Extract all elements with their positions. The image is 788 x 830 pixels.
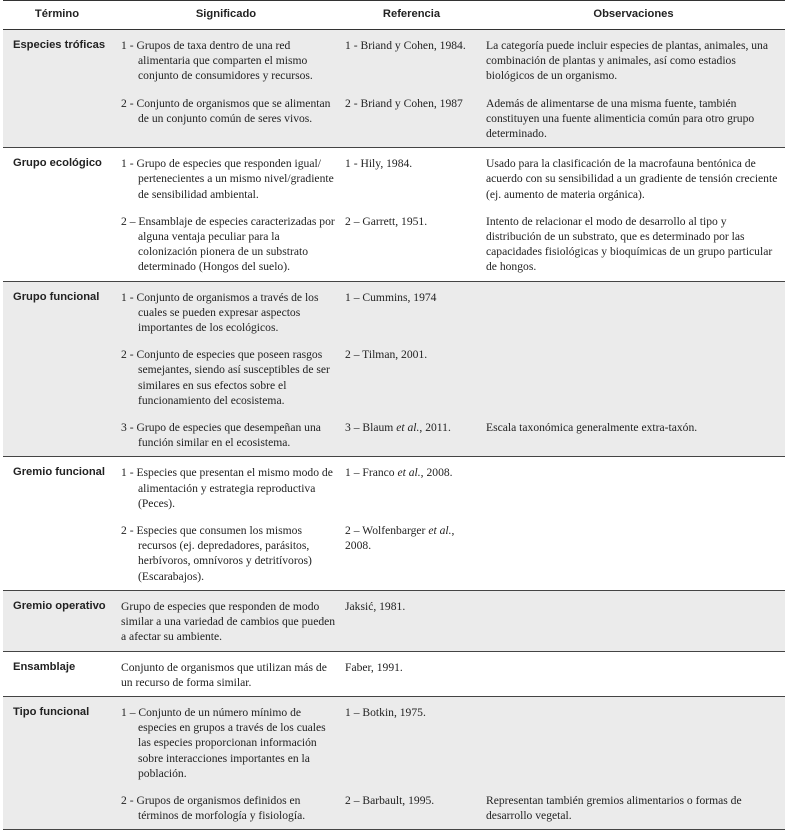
ref-year: , 2008. xyxy=(420,466,453,480)
term-cell: Gremio funcional xyxy=(13,466,105,479)
term-cell xyxy=(3,84,111,148)
group-tipo-funcional xyxy=(3,696,785,829)
referencia-cell xyxy=(341,457,482,511)
term-cell: Especies tróficas xyxy=(3,30,111,84)
table-row xyxy=(3,335,785,408)
header-referencia: Referencia xyxy=(341,1,482,30)
significado-cell: 1 – Conjunto de un número mínimo de especies en grupos a través de los cuales las especies proporcionan información sobre interacciones importantes en la población. xyxy=(121,705,326,780)
referencia-cell: 2 - Briand y Cohen, 1987 xyxy=(341,84,482,148)
referencia-cell: Jaksić, 1981. xyxy=(341,590,482,651)
referencia-cell xyxy=(341,408,482,457)
referencia-cell: 1 - Briand y Cohen, 1984. xyxy=(341,30,482,84)
observaciones-cell: Escala taxonómica generalmente extra-taxón. xyxy=(482,408,785,457)
significado-cell: Conjunto de organismos que utilizan más de un recurso de forma similar. xyxy=(121,660,327,689)
referencia-cell: 1 – Cummins, 1974 xyxy=(341,281,482,335)
table-row xyxy=(3,148,785,202)
referencia-cell xyxy=(341,511,482,590)
term-cell xyxy=(3,335,111,408)
significado-cell: 2 - Conjunto de especies que poseen rasgos semejantes, siendo así susceptibles de ser similares en sus efectos sobre el funcionamiento del ecosistema. xyxy=(121,348,330,407)
table-row xyxy=(3,457,785,511)
ref-et-al: et al. xyxy=(428,524,452,538)
header-significado: Significado xyxy=(111,1,341,30)
significado-cell: Grupo de especies que responden de modo similar a una variedad de cambios que pueden a afectar su ambiente. xyxy=(121,599,336,644)
observaciones-cell xyxy=(482,511,785,590)
group-grupo-funcional xyxy=(3,281,785,457)
table-row xyxy=(3,590,785,651)
observaciones-cell xyxy=(482,651,785,696)
term-cell xyxy=(3,408,111,457)
significado-cell: 2 - Grupos de organismos definidos en términos de morfología y fisiología. xyxy=(121,793,306,823)
ref-author: 1 – Franco xyxy=(345,466,398,480)
header-termino: Término xyxy=(3,1,111,30)
significado-cell: 2 - Conjunto de organismos que se alimentan de un conjunto común de seres vivos. xyxy=(121,96,331,125)
referencia-cell: 2 – Barbault, 1995. xyxy=(341,781,482,830)
referencia-cell: 2 – Garrett, 1951. xyxy=(341,202,482,281)
term-cell: Ensamblaje xyxy=(3,651,111,696)
group-gremio-operativo xyxy=(3,590,785,651)
ref-author: 2 – Wolfenbarger xyxy=(345,524,429,538)
terminology-table xyxy=(3,0,785,830)
term-cell: Grupo funcional xyxy=(3,281,111,335)
header-observaciones: Observaciones xyxy=(482,1,785,30)
ref-year: , 2008. xyxy=(345,524,455,553)
table-row xyxy=(3,281,785,335)
term-cell xyxy=(3,511,111,590)
table-header-row xyxy=(3,1,785,30)
observaciones-cell: Usado para la clasificación de la macrofauna bentónica de acuerdo con su sensibilidad a un gradiente de tensión creciente (ej. aumento de materia orgánica). xyxy=(486,157,778,201)
group-especies-troficas xyxy=(3,30,785,148)
group-ensamblaje xyxy=(3,651,785,696)
observaciones-cell: Además de alimentarse de una misma fuente, también constituyen una fuente alimenticia común para otro grupo determinado. xyxy=(482,84,785,148)
referencia-cell: 1 – Botkin, 1975. xyxy=(341,696,482,781)
significado-cell: 2 – Ensamblaje de especies caracterizadas por alguna ventaja peculiar para la colonización pionera de un substrato determinado (Hongos del suelo). xyxy=(121,214,335,274)
group-gremio-funcional xyxy=(3,457,785,590)
term-cell: Grupo ecológico xyxy=(13,157,102,170)
referencia-cell: 2 – Tilman, 2001. xyxy=(341,335,482,408)
table-row xyxy=(3,781,785,830)
significado-cell: 1 - Grupos de taxa dentro de una red alimentaria que comparten el mismo conjunto de consumidores y recursos. xyxy=(121,39,313,83)
observaciones-cell xyxy=(482,696,785,781)
significado-cell: 2 - Especies que consumen los mismos recursos (ej. depredadores, parásitos, herbívoros, omnívoros y detritívoros) (Escarabajos). xyxy=(121,524,312,583)
table-row xyxy=(3,202,785,281)
observaciones-cell: Intento de relacionar el modo de desarrollo al tipo y distribución de un substrato, que es determinado por las capacidades fisiológicas y bioquímicas de un grupo particular de hongos. xyxy=(482,202,785,281)
term-cell xyxy=(3,202,111,281)
ref-year: , 2011. xyxy=(419,421,451,435)
referencia-cell: Faber, 1991. xyxy=(341,651,482,696)
term-cell: Gremio operativo xyxy=(3,590,111,651)
significado-cell: 1 - Especies que presentan el mismo modo de alimentación y estrategia reproductiva (Peces). xyxy=(121,466,333,510)
table-row xyxy=(3,696,785,781)
table-row xyxy=(3,651,785,696)
observaciones-cell xyxy=(482,281,785,335)
significado-cell: 3 - Grupo de especies que desempeñan una función similar en el ecosistema. xyxy=(121,421,321,450)
table-row xyxy=(3,84,785,148)
observaciones-cell xyxy=(482,457,785,511)
significado-cell: 1 - Grupo de especies que responden igual/ pertenecientes a un mismo nivel/gradiente de sensibilidad ambiental. xyxy=(121,157,334,201)
observaciones-cell: La categoría puede incluir especies de plantas, animales, una combinación de plantas y animales, así como estadios biológicos de un organismo. xyxy=(482,30,785,84)
table-row xyxy=(3,408,785,457)
referencia-cell: 1 - Hily, 1984. xyxy=(345,157,413,171)
ref-et-al: et al. xyxy=(396,421,420,435)
observaciones-cell xyxy=(482,590,785,651)
group-grupo-ecologico xyxy=(3,148,785,281)
observaciones-cell xyxy=(482,335,785,408)
significado-cell: 1 - Conjunto de organismos a través de los cuales se pueden expresar aspectos importantes de los ecológicos. xyxy=(121,290,319,335)
term-cell xyxy=(3,781,111,830)
observaciones-cell: Representan también gremios alimentarios o formas de desarrollo vegetal. xyxy=(482,781,785,830)
term-cell: Tipo funcional xyxy=(3,696,111,781)
ref-et-al: et al. xyxy=(397,466,421,480)
ref-author: 3 – Blaum xyxy=(345,421,397,435)
table-row xyxy=(3,30,785,84)
table-row xyxy=(3,511,785,590)
